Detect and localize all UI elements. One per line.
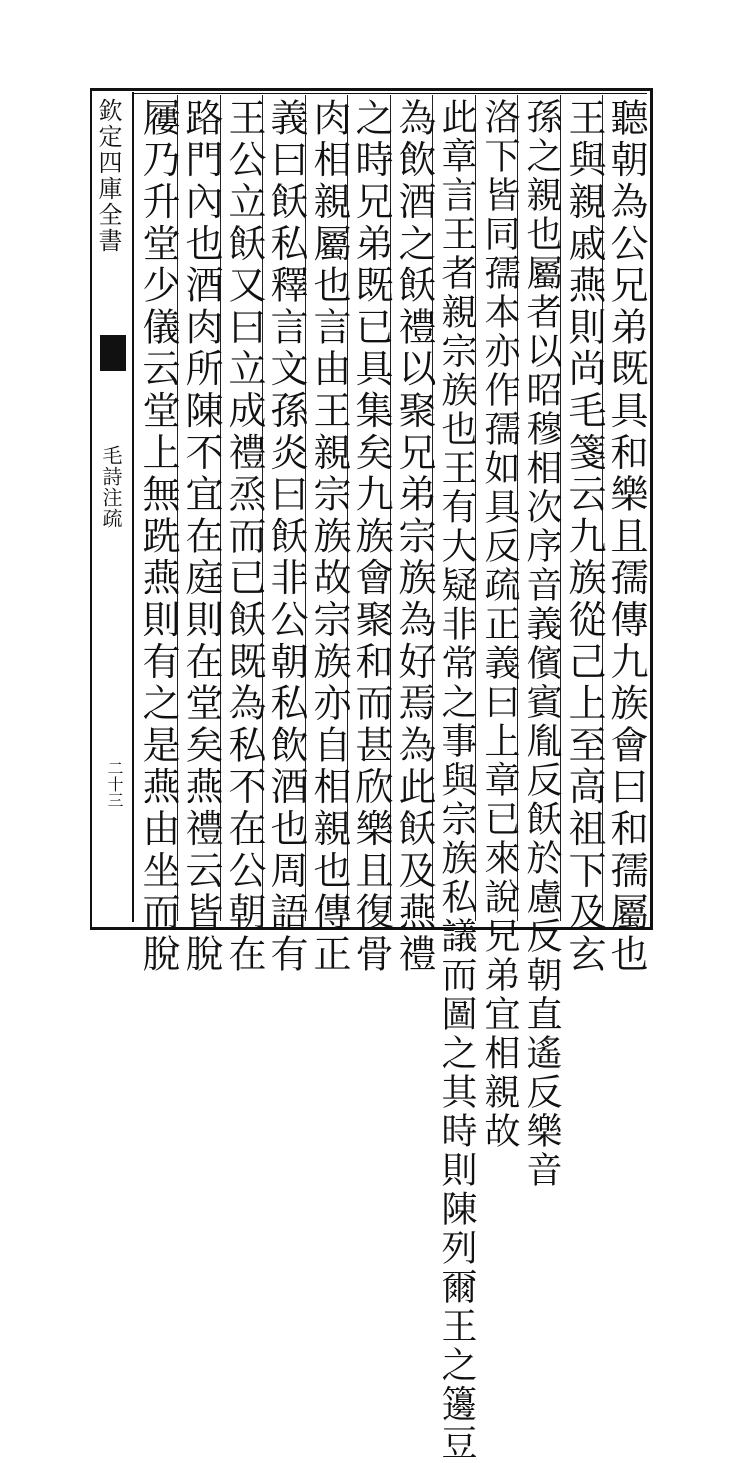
text-column-5: 此章言王者親宗族也王有大疑非常之事與宗族私議而圖之其時則陳列爾王之籩豆 [436,98,477,1463]
margin-work-title: 毛詩注疏 [99,445,123,529]
text-column-9: 義曰飫私釋言文孫炎曰飫非公朝私飲酒也周語有 [264,98,308,976]
text-column-6: 為飲酒之飫禮以聚兄弟宗族為好焉為此飫及燕禮 [392,98,436,976]
inner-top-border [132,93,647,94]
margin-header: 欽定四庫全書 [94,98,122,254]
text-column-7: 之時兄弟既已具集矣九族會聚和而甚欣樂且復骨 [349,98,393,976]
fishtail-mark [100,335,126,371]
frame-right-border [650,88,653,930]
margin-page-number: 二十三 [105,760,124,808]
text-column-10: 王公立飫又曰立成禮烝而已飫既為私不在公朝在 [222,98,266,976]
margin-divider [132,92,134,922]
frame-top-border [92,88,652,91]
text-column-8: 肉相親屬也言由王親宗族故宗族亦自相親也傳正 [307,98,351,976]
text-column-2: 王與親戚燕則尚毛箋云九族從己上至高祖下及玄 [562,98,606,976]
text-column-11: 路門內也酒肉所陳不宜在庭則在堂矣燕禮云皆脫 [179,98,223,976]
text-column-1: 聽朝為公兄弟既具和樂且孺傳九族會曰和孺屬也 [604,98,648,976]
text-column-4: 洛下皆同孺本亦作孺如具反疏正義曰上章已來說兄弟宜相親故 [479,98,520,1151]
text-column-3: 孫之親也屬者以昭穆相次序音義儐賓胤反飫於慮反朝直遙反樂音 [521,98,562,1190]
text-column-12: 屨乃升堂少儀云堂上無跣燕則有之是燕由坐而脫 [136,98,180,976]
